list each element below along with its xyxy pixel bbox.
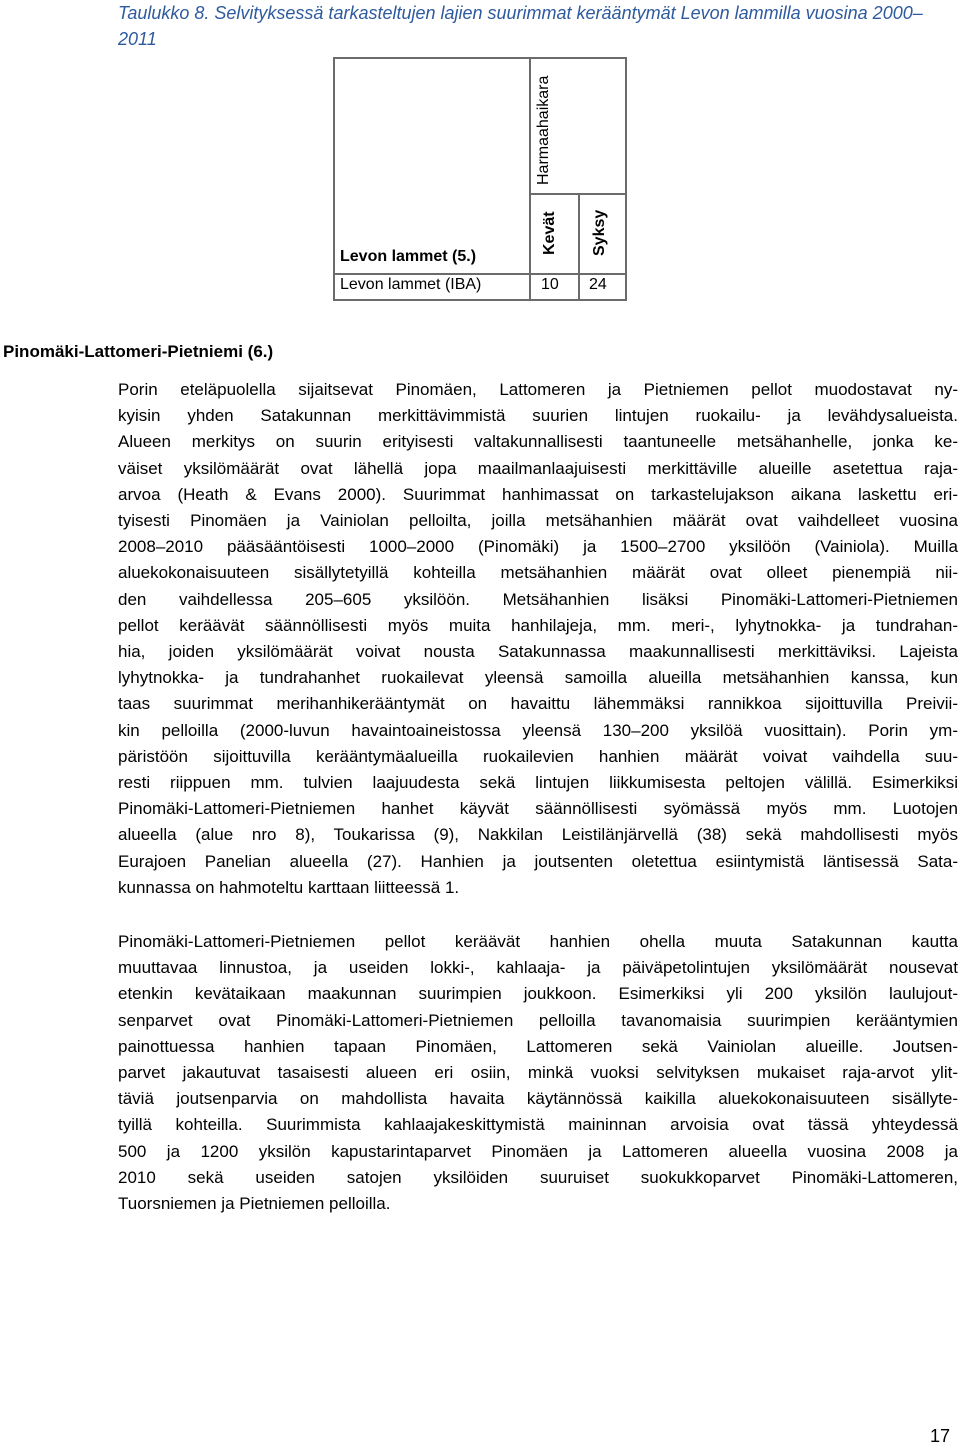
paragraph-1: [118, 377, 958, 901]
row-label: Levon lammet (IBA): [340, 276, 482, 293]
spring-label: Kevät: [541, 211, 558, 255]
text-line: arvoa (Heath & Evans 2000). Suurimmat hanhimassat on tarkastelujakson aikana laskettu eri-: [118, 484, 958, 504]
text-line: aluekokonaisuuteen sisällytetyillä kohteilla metsähanhien määrät ovat olleet pienempiä nii-: [118, 563, 958, 583]
text-line: 500 ja 1200 yksilön kapustarintaparvet Pinomäen ja Lattomeren alueella vuosina 2008 ja: [118, 1141, 958, 1161]
text-line: 2008–2010 pääsääntöisesti 1000–2000 (Pinomäki) ja 1500–2700 yksilöön (Vainiola). Muilla: [118, 537, 958, 557]
paragraph-2: [118, 929, 958, 1217]
text-line: taas suurimmat merihanhikerääntymät on havaittu lähemmäksi rannikkoa sijoittuvilla Preivii-: [118, 694, 958, 714]
text-line: tyillä kohteilla. Suurimmista kahlaajakeskittymistä maininnan arvoisia ovat tässä yhteydessä: [118, 1115, 958, 1135]
page-number: 17: [929, 1426, 950, 1446]
text-line: muuttavaa linnustoa, ja useiden lokki-, kahlaaja- ja päiväpetolintujen yksilömäärät nousevat: [118, 958, 958, 978]
text-line: den vaihdellessa 205–605 yksilöön. Metsähanhien lisäksi Pinomäki-Lattomeri-Pietniemen: [118, 589, 958, 609]
autumn-label: Syksy: [591, 209, 608, 256]
table-caption: Taulukko 8. Selvityksessä tarkasteltujen lajien suurimmat kerääntymät Levon lammilla vuosina 2000–2011: [118, 3, 923, 49]
table-header-blank-cell: [333, 57, 531, 275]
row-autumn-value: 24: [589, 276, 607, 293]
text-line: hia, joiden yksilömäärät voivat nousta Satakunnassa maakunnallisesti merkittäviksi. Lajeista: [118, 642, 958, 662]
text-line: tyisesti Pinomäen ja Vainiolan pelloilta, joilla metsähanhien määrät ovat vaihdelleet vuosina: [118, 511, 958, 531]
text-line: kunnassa on hahmoteltu karttaan liitteessä 1.: [118, 877, 460, 897]
text-line: senparvet ovat Pinomäki-Lattomeri-Pietniemen pelloilla tavanomaisia suurimpien kerääntymien: [118, 1010, 958, 1030]
text-line: pellot keräävät säännöllisesti myös muita hanhilajeja, mm. meri-, lyhytnokka- ja tundrahan-: [118, 615, 958, 635]
row-spring-value: 10: [541, 276, 559, 293]
group-label: Levon lammet (5.): [340, 248, 477, 265]
text-line: Alueen merkitys on suurin erityisesti valtakunnallisesti taantuneelle metsähanhelle, jonka ke-: [118, 432, 958, 452]
text-line: 2010 sekä useiden satojen yksilöiden suuruiset suokukkoparvet Pinomäki-Lattomeren,: [118, 1167, 958, 1187]
gathering-table: [333, 57, 627, 301]
text-line: päristöön sijoittuvilla kerääntymäalueilla ruokailevien hanhien määrät voivat vaihdella suu-: [118, 746, 958, 766]
text-line: kin pelloilla (2000-luvun havaintoaineistossa yleensä 130–200 yksilöä vuosittain). Porin ym-: [118, 720, 958, 740]
text-line: alueella (alue nro 8), Toukarissa (9), Nakkilan Leistilänjärvellä (38) sekä mahdollisesti myös: [118, 825, 958, 845]
text-line: Tuorsniemen ja Pietniemen pelloilla.: [118, 1194, 391, 1214]
text-line: Porin eteläpuolella sijaitsevat Pinomäen, Lattomeren ja Pietniemen pellot muodostavat ny-: [118, 380, 958, 399]
text-line: Pinomäki-Lattomeri-Pietniemen pellot keräävät hanhien ohella muuta Satakunnan kautta: [118, 932, 958, 951]
text-line: etenkin kevätaikaan maakunnan suurimpien joukkoon. Esimerkiksi yli 200 yksilön laulujout-: [118, 984, 958, 1004]
text-line: Eurajoen Panelian alueella (27). Hanhien ja joutsenten oletettua esiintymistä läntisessä Sata-: [118, 851, 958, 871]
text-line: painottuessa hanhien tapaan Pinomäen, Lattomeren sekä Vainiolan alueille. Joutsen-: [118, 1036, 958, 1056]
text-line: kyisin yhden Satakunnan merkittävimmistä suurien lintujen ruokailu- ja levähdysalueista.: [118, 406, 958, 426]
species-label: Harmaahaikara: [535, 75, 552, 185]
text-line: väiset yksilömäärät ovat lähellä jopa maailmanlaajuisesti merkittäville alueille asetettua raja-: [118, 458, 958, 478]
text-line: täviä joutsenparvia on mahdollista havaita käytännössä kaikilla aluekokonaisuuteen sisällyte-: [118, 1089, 958, 1109]
text-line: Pinomäki-Lattomeri-Pietniemen hanhet käyvät säännöllisesti syömässä myös mm. Luotojen: [118, 799, 958, 819]
text-line: resti riippuen mm. tulvien laajuudesta sekä lintujen liikkumisesta peltojen välillä. Esimerkiksi: [118, 773, 958, 793]
text-line: lyhytnokka- ja tundrahanhet ruokailevat yleensä samoilla alueilla metsähanhien kanssa, kun: [118, 668, 958, 688]
text-line: parvet jakautuvat tasaisesti alueen eri osiin, minkä vuoksi selvityksen mukaiset raja-arvot ylit-: [118, 1063, 958, 1083]
section-heading: Pinomäki-Lattomeri-Pietniemi (6.): [3, 342, 274, 361]
